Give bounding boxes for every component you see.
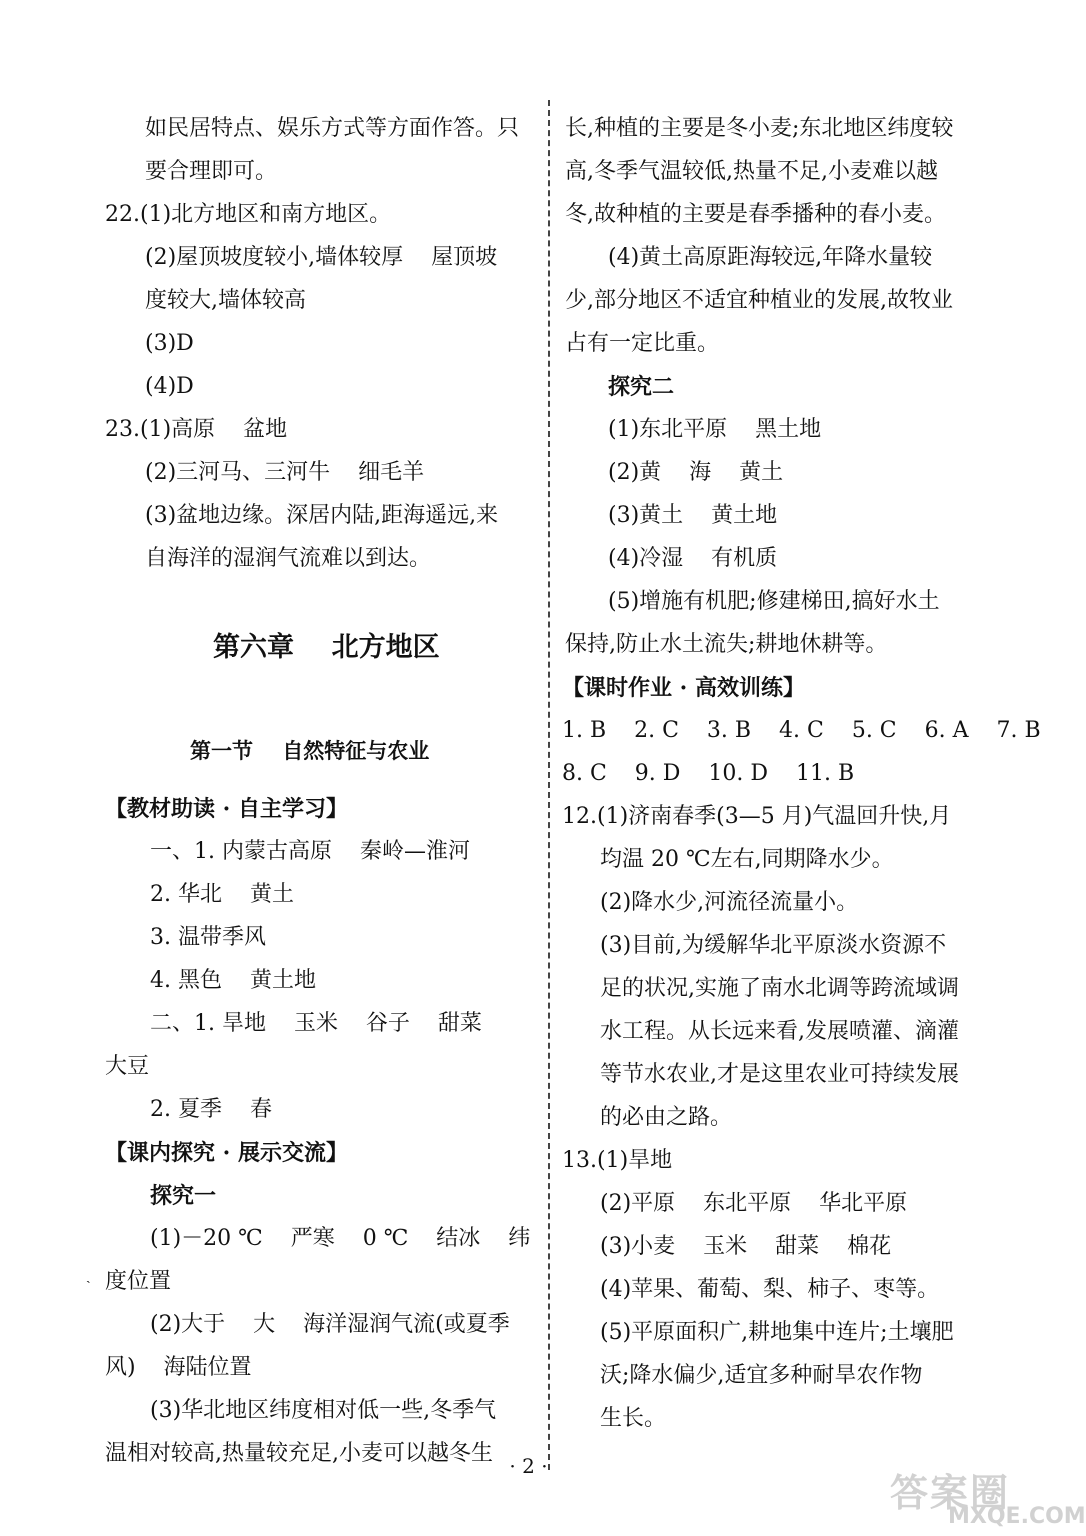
text-line: 如民居特点、娱乐方式等方面作答。只 [145,116,520,141]
text-line: (3)黄土 黄土地 [608,503,778,528]
text-line: (2)平原 东北平原 华北平原 [600,1191,908,1216]
text-line: (4)黄土高原距海较远,年降水量较 [608,245,933,270]
column-divider [548,100,550,1470]
text-line: (2)降水少,河流径流量小。 [600,890,859,915]
sub-heading: 探究二 [608,374,675,400]
text-line: (4)D [145,374,194,399]
text-line: (3)目前,为缓解华北平原淡水资源不 [600,933,947,958]
text-line: 的必由之路。 [600,1105,733,1130]
block-heading: 【课时作业 · 高效训练】 [562,675,805,701]
block-heading: 【课内探究 · 展示交流】 [105,1140,348,1166]
text-line: 水工程。从长远来看,发展喷灌、滴灌 [600,1019,959,1044]
text-line: 长,种植的主要是冬小麦;东北地区纬度较 [565,116,954,141]
text-line: (1)－20 ℃ 严寒 0 ℃ 结冰 纬 [150,1226,531,1251]
text-line: 风) 海陆位置 [105,1355,252,1380]
text-line: 二、1. 旱地 玉米 谷子 甜菜 [150,1011,482,1036]
page-number: · 2 · [509,1454,548,1478]
answer-row: 1. B 2. C 3. B 4. C 5. C 6. A 7. B [562,718,1041,743]
text-line: 沃;降水偏少,适宜多种耐旱农作物 [600,1363,923,1388]
text-line: (2)屋顶坡度较小,墙体较厚 屋顶坡 [145,245,498,270]
section-title: 第一节 自然特征与农业 [190,738,430,763]
text-line: (3)盆地边缘。深居内陆,距海遥远,来 [145,503,499,528]
text-line: (3)华北地区纬度相对低一些,冬季气 [150,1398,497,1423]
question-23: 23.(1)高原 盆地 [105,417,288,442]
watermark-logo [870,1462,1086,1532]
text-line: 自海洋的湿润气流难以到达。 [145,546,432,571]
text-line: 4. 黑色 黄土地 [150,968,316,993]
question-22: 22.(1)北方地区和南方地区。 [105,202,392,227]
text-line: 要合理即可。 [145,159,278,184]
text-line: 2. 夏季 春 [150,1097,272,1122]
question-12: 12.(1)济南春季(3—5 月)气温回升快,月 [562,804,952,829]
text-line: (5)平原面积广,耕地集中连片;土壤肥 [600,1320,954,1345]
text-line: 保持,防止水土流失;耕地休耕等。 [565,632,888,657]
text-line: (5)增施有机肥;修建梯田,搞好水土 [608,589,940,614]
text-line: 均温 20 ℃左右,同期降水少。 [600,847,894,872]
text-line: (2)黄 海 黄土 [608,460,784,485]
text-line: 占有一定比重。 [565,331,720,356]
text-line: 生长。 [600,1406,667,1431]
question-13: 13.(1)旱地 [562,1148,673,1173]
text-line: 冬,故种植的主要是春季播种的春小麦。 [565,202,946,227]
text-line: 等节水农业,才是这里农业可持续发展 [600,1062,959,1087]
answer-row: 8. C 9. D 10. D 11. B [562,761,855,786]
chapter-title: 第六章 北方地区 [213,632,440,663]
text-line: 2. 华北 黄土 [150,882,294,907]
text-line: 少,部分地区不适宜种植业的发展,故牧业 [565,288,953,313]
text-line: 温相对较高,热量较充足,小麦可以越冬生 [105,1441,493,1466]
text-line: (3)D [145,331,194,356]
text-line: 足的状况,实施了南水北调等跨流域调 [600,976,959,1001]
stray-mark: ˎ [86,1268,91,1284]
sub-heading: 探究一 [150,1183,217,1209]
text-line: 大豆 [105,1054,150,1079]
text-line: 高,冬季气温较低,热量不足,小麦难以越 [565,159,938,184]
watermark-top: 答案圈 [890,1471,1011,1515]
text-line: (3)小麦 玉米 甜菜 棉花 [600,1234,892,1259]
text-line: 3. 温带季风 [150,925,266,950]
watermark-bottom: MXQE.COM [948,1504,1086,1529]
text-line: (1)东北平原 黑土地 [608,417,822,442]
text-line: (4)冷湿 有机质 [608,546,778,571]
text-line: 一、1. 内蒙古高原 秦岭—淮河 [150,839,470,864]
text-line: (2)三河马、三河牛 细毛羊 [145,460,425,485]
block-heading: 【教材助读 · 自主学习】 [105,796,348,822]
text-line: (2)大于 大 海洋湿润气流(或夏季 [150,1312,510,1337]
text-line: (4)苹果、葡萄、梨、柿子、枣等。 [600,1277,940,1302]
text-line: 度位置 [105,1269,172,1294]
text-line: 度较大,墙体较高 [145,288,306,313]
